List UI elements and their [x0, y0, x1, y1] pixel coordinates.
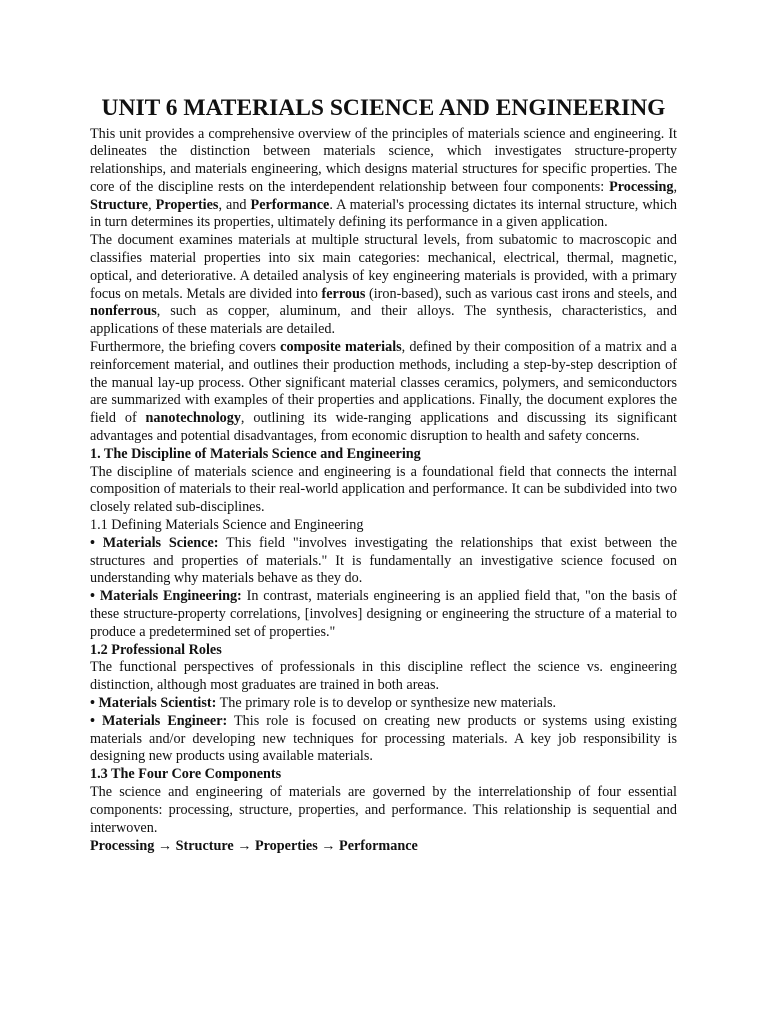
- text-run: ,: [148, 196, 156, 213]
- text-run: , defined by their composition of a matrix and a reinforcement material, and outlines their production methods, including a step-by-step description of the manual lay-up process. Other significant material classes ceramics, polymers, and semiconductors are summarized with examples of their properties and applications. Finally, the document explores the field of: [90, 339, 677, 427]
- section-1-2-paragraph: The functional perspectives of professionals in this discipline reflect the science vs. engineering distinction, although most graduates are trained in both areas.: [90, 659, 677, 694]
- keyword-structure: Structure: [90, 196, 149, 213]
- text-run: , and: [218, 196, 251, 213]
- section-1-heading: 1. The Discipline of Materials Science and Engineering: [90, 445, 421, 462]
- keyword-nonferrous: nonferrous: [90, 303, 157, 320]
- page-title: UNIT 6 MATERIALS SCIENCE AND ENGINEERING: [101, 95, 666, 121]
- bullet-label: • Materials Engineering:: [90, 588, 242, 605]
- keyword-ferrous: ferrous: [321, 285, 366, 302]
- text-run: . A material's processing dictates its internal structure, which in turn determines its properties, ultimately defining its performance in a given application.: [90, 196, 677, 231]
- bullet-materials-scientist: [90, 695, 677, 713]
- document-page: [90, 94, 677, 856]
- text-run: This unit provides a comprehensive overview of the principles of materials science and engineering. It delineates the distinction between materials science, which investigates structure-property relationships, and materials engineering, which designs material structures for specific properties. The core of the discipline rests on the interdependent relationship between four components:: [90, 125, 677, 195]
- keyword-processing: Processing: [609, 178, 674, 195]
- bullet-label: • Materials Engineer:: [90, 712, 228, 729]
- bullet-text: In contrast, materials engineering is an applied field that, "on the basis of these structure-property correlations, [involves] designing or engineering the structure of a material to produce a predetermined set of properties.": [90, 588, 677, 640]
- section-1-1-heading: 1.1 Defining Materials Science and Engineering: [90, 517, 364, 534]
- bullet-label: • Materials Scientist:: [90, 695, 217, 711]
- text-run: The document examines materials at multiple structural levels, from subatomic to macroscopic and classifies material properties into six main categories: mechanical, electrical, thermal, magnetic, optical, and deteriorative. A detailed analysis of key engineering materials is provided, with a primary focus on metals. Metals are divided into: [90, 232, 677, 302]
- section-1-2-heading: 1.2 Professional Roles: [90, 641, 222, 658]
- keyword-nanotechnology: nanotechnology: [145, 410, 241, 427]
- intro-paragraph-3: [90, 339, 677, 446]
- section-1-3-paragraph: The science and engineering of materials are governed by the interrelationship of four essential components: processing, structure, properties, and performance. This relationship is sequential and interwoven.: [90, 783, 677, 836]
- intro-paragraph-2: [90, 232, 677, 339]
- bullet-materials-engineer: [90, 713, 677, 766]
- process-flow-line: Processing → Structure → Properties → Performance: [90, 838, 418, 855]
- keyword-properties: Properties: [155, 196, 219, 213]
- bullet-text: This role is focused on creating new products or systems using existing materials and/or developing new techniques for processing materials. A key job responsibility is designing new products using available materials.: [90, 712, 677, 765]
- keyword-composite-materials: composite materials: [280, 339, 402, 356]
- section-1-paragraph: The discipline of materials science and engineering is a foundational field that connects the internal composition of materials to their real-world application and performance. It can be subdivided into two closely related sub-disciplines.: [90, 463, 677, 516]
- bullet-materials-science: [90, 535, 677, 588]
- bullet-text: This field "involves investigating the relationships that exist between the structures and properties of materials." It is fundamentally an investigative science focused on understanding why materials behave as they do.: [90, 534, 677, 587]
- keyword-performance: Performance: [250, 196, 330, 213]
- bullet-text: The primary role is to develop or synthesize new materials.: [216, 695, 557, 711]
- text-run: ,: [673, 178, 677, 195]
- intro-paragraph-1: [90, 126, 677, 233]
- text-run: Furthermore, the briefing covers: [90, 339, 281, 356]
- text-run: (iron-based), such as various cast irons and steels, and: [365, 285, 678, 302]
- section-1-3-heading: 1.3 The Four Core Components: [90, 766, 282, 783]
- bullet-label: • Materials Science:: [90, 534, 219, 551]
- text-run: , outlining its wide-ranging applications and discussing its significant advantages and potential disadvantages, from economic disruption to health and safety concerns.: [90, 410, 678, 445]
- bullet-materials-engineering: [90, 588, 677, 641]
- text-run: , such as copper, aluminum, and their alloys. The synthesis, characteristics, and applications of these materials are detailed.: [90, 303, 677, 338]
